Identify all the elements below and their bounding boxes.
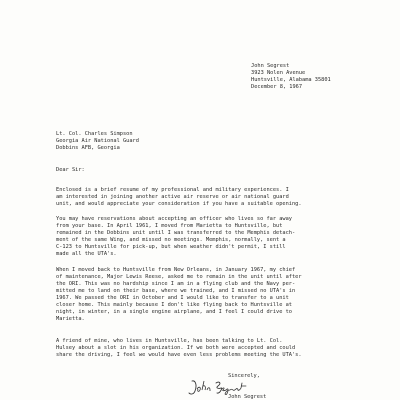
sender-name: John Segrest	[251, 63, 290, 69]
paragraph-line: You may have reservations about accepting an officer who lives so far away	[56, 216, 292, 222]
paragraph-line: unit, and would appreciate your consideration if you have a suitable opening.	[56, 201, 302, 208]
paragraph-line: of maintenance, Major Lewis Reese, asked me to remain in the unit until after	[56, 274, 302, 281]
paragraph-line: from your base. In April 1961, I moved from Marietta to Huntsville, but	[56, 223, 283, 230]
recipient-address-block	[56, 131, 139, 152]
typed-signature-name: John Segrest	[228, 394, 267, 400]
sender-street: 3923 Nolen Avenue	[251, 70, 306, 77]
sender-city: Huntsville, Alabama 35801	[251, 77, 331, 84]
paragraph-line: am interested in joining another active air reserve or air national guard	[56, 194, 289, 201]
recipient-location: Dobbins AFB, Georgia	[56, 145, 120, 152]
paragraph-line: When I moved back to Huntsville from New Orleans, in January 1967, my chief	[56, 267, 296, 273]
paragraph-line: made all the UTA's.	[56, 251, 117, 258]
letter-date: December 8, 1967	[251, 84, 303, 91]
recipient-name: Lt. Col. Charles Simpson	[56, 131, 133, 137]
paragraph-2	[56, 216, 390, 258]
salutation: Dear Sir:	[56, 167, 85, 173]
paragraph-line: C-123 to Huntsville for pick-up, but when weather didn't permit, I still	[56, 244, 286, 251]
paragraph-line: 1967. We passed the ORI in October and I would like to transfer to a unit	[56, 295, 289, 302]
sender-address-block	[251, 63, 331, 91]
closing: Sincerely,	[228, 373, 260, 379]
paragraph-line: ment of the same Wing, and missed no meetings. Memphis, normally, sent a	[56, 237, 286, 244]
recipient-organization: Georgia Air National Guard	[56, 138, 139, 145]
paragraph-line: night, in winter, in a single engine airplane, and I feel I could drive to	[56, 309, 292, 316]
paragraph-4	[56, 338, 390, 359]
paragraph-line: mitted me to land on their base, where we trained, and I missed no UTA's in	[56, 288, 296, 295]
paragraph-3	[56, 267, 390, 323]
paragraph-1	[56, 187, 390, 208]
paragraph-line: Enclosed is a brief resume of my professional and military experiences. I	[56, 187, 289, 193]
paragraph-line: Marietta.	[56, 316, 85, 323]
paragraph-line: Hulsey about a slot in his organization. If we both were accepted and could	[56, 345, 296, 352]
paragraph-line: remained in the Dobbins unit until I was transferred to the Memphis detach-	[56, 230, 296, 237]
paragraph-line: A friend of mine, who lives in Huntsville, has been talking to Lt. Col.	[56, 338, 283, 344]
paragraph-line: share the driving, I feel we would have even less problems meeting the UTA's.	[56, 352, 302, 359]
paragraph-line: closer home. This mainly because I don't like flying back to Huntsville at	[56, 302, 292, 309]
paragraph-line: the ORI. This was no hardship since I am in a flying club and the Navy per-	[56, 281, 296, 288]
